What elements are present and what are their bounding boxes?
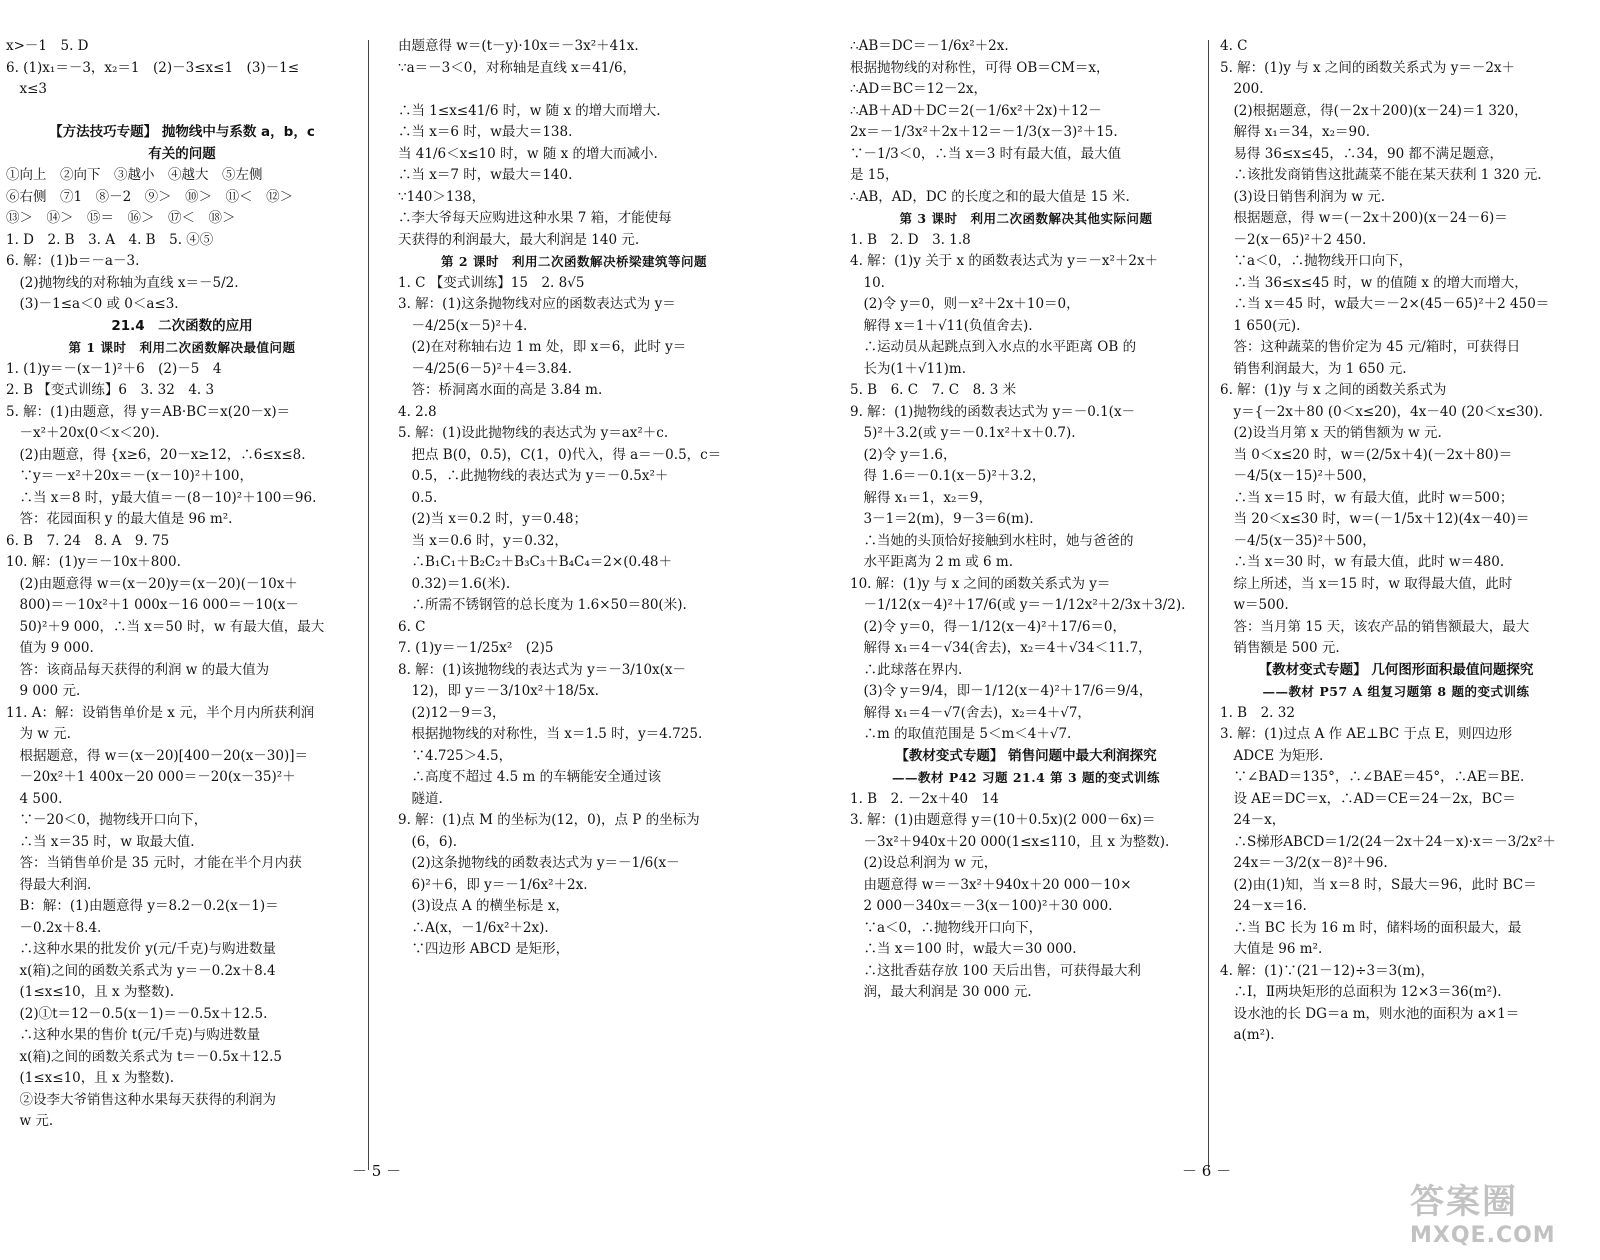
column-divider (1208, 40, 1209, 1170)
answer-line: ∵y＝－x²＋20x＝－(x－10)²＋100， (6, 468, 253, 484)
answer-line: ∵4.725＞4.5， (398, 747, 513, 764)
answer-line: (3)设日销售利润为 w 元. (1220, 188, 1386, 205)
answer-line: 把点 B(0，0.5)，C(1，0)代入，得 a＝－0.5，c＝ (398, 446, 722, 463)
answer-line: 5. 解：(1)y 与 x 之间的函数关系式为 y＝－2x＋ (1220, 59, 1516, 76)
answer-line: 解得 x₁＝4－√34(舍去)，x₂＝4＋√34＜11.7， (850, 640, 1152, 656)
answer-line: 当 0＜x≤20 时，w＝(2/5x＋4)(－2x＋80)＝ (1220, 446, 1513, 463)
answer-line: 根据抛物线的对称性，可得 OB＝CM＝x， (850, 59, 1110, 76)
answer-line: ——教材 P42 习题 21.4 第 3 题的变式训练 (891, 770, 1161, 785)
answer-line: 4 500. (6, 790, 63, 807)
answer-line: 0.5. (398, 489, 438, 506)
answer-line: 当 x＝0.6 时，y＝0.32， (398, 532, 568, 549)
answer-line: 根据抛物线的对称性，当 x＝1.5 时，y＝4.725. (398, 726, 703, 742)
answer-line: (3)设点 A 的横坐标是 x， (398, 898, 569, 914)
answer-line: ①向上 ②向下 ③越小 ④越大 ⑤左侧 (6, 167, 263, 183)
answer-line: 11. A：解：设销售单价是 x 元，半个月内所获利润 (6, 704, 315, 721)
answer-line: 答：当销售单价是 35 元时，才能在半个月内获 (6, 855, 302, 871)
answer-line: ∴m 的取值范围是 5＜m＜4＋√7. (850, 726, 1072, 742)
answer-line: y＝{－2x＋80 (0＜x≤20)，4x－40 (20＜x≤30). (1220, 403, 1543, 420)
answer-line: 当 41/6＜x≤10 时，w 随 x 的增大而减小. (398, 145, 658, 162)
answer-line: 5. 解：(1)设此抛物线的表达式为 y＝ax²＋c. (398, 425, 669, 441)
answer-line: (2)由(1)知，当 x＝8 时，S最大＝96，此时 BC＝ (1220, 876, 1537, 893)
answer-line: (2)令 y＝1.6， (850, 446, 957, 463)
answer-line: ADCE 为矩形. (1220, 747, 1324, 764)
answer-line: ∴当 x＝35 时，w 取最大值. (6, 833, 195, 850)
answer-line: (2)在对称轴右边 1 m 处，即 x＝6，此时 y＝ (398, 339, 687, 355)
answer-line: 0.32)＝1.6(米). (398, 575, 511, 592)
answer-line: 21.4 二次函数的应用 (111, 317, 253, 334)
answer-line: ∴当 36≤x≤45 时，w 的值随 x 的增大而增大， (1220, 274, 1528, 291)
answer-column-2 (398, 36, 750, 961)
answer-line: 销售额是 500 元. (1220, 640, 1340, 656)
answer-line: ∴当 x＝15 时，w 有最大值，此时 w＝500； (1220, 489, 1514, 506)
answer-line: (2)12－9＝3， (398, 704, 506, 721)
answer-line: 1. (1)y＝－(x－1)²＋6 (2)－5 4 (6, 360, 222, 377)
answer-line: x(箱)之间的函数关系式为 y＝－0.2x＋8.4 (6, 962, 276, 979)
answer-column-3 (850, 36, 1202, 1004)
answer-line: －x²＋20x(0＜x＜20). (6, 425, 160, 441)
answer-line: 5. 解：(1)由题意，得 y＝AB·BC＝x(20－x)＝ (6, 403, 291, 420)
answer-line: ∴当 x＝7 时，w最大＝140. (398, 167, 573, 183)
answer-line: x>－1 5. D (6, 38, 89, 54)
answer-line: (2)由题意，得 {x≥6，20－x≥12，∴6≤x≤8. (6, 446, 306, 463)
answer-line: ∵a＜0，∴抛物线开口向下， (850, 919, 1043, 936)
answer-line: 隧道. (398, 790, 443, 807)
watermark-line2: MXQE.COM (1410, 1223, 1556, 1248)
answer-line (398, 79, 750, 101)
answer-line: ∴这批香菇存放 100 天后出售，可获得最大利 (850, 962, 1141, 979)
answer-line: 24－x， (1220, 812, 1286, 828)
answer-line: ∴高度不超过 4.5 m 的车辆能安全通过该 (398, 769, 662, 785)
answer-line: ∴当 x＝6 时，w最大＝138. (398, 124, 573, 140)
answer-line: 50)²＋9 000，∴当 x＝50 时，w 有最大值，最大 (6, 618, 325, 635)
watermark-line1: 答案圈 (1410, 1182, 1518, 1222)
answer-line: 解得 x₁＝4－√7(舍去)，x₂＝4＋√7， (850, 704, 1091, 721)
answer-line: 【方法技巧专题】 抛物线中与系数 a，b，c (49, 124, 315, 140)
answer-line: 解得 x＝1＋√11(负值舍去). (850, 317, 1033, 334)
answer-line: (1≤x≤10，且 x 为整数). (6, 1070, 175, 1086)
answer-line (6, 101, 358, 123)
answer-line: 易得 36≤x≤45，∴34，90 都不满足题意， (1220, 145, 1504, 162)
answer-line: 200. (1220, 81, 1264, 97)
answer-line: 为 w 元. (6, 726, 71, 742)
answer-line: ∴AB，AD，DC 的长度之和的最大值是 15 米. (850, 188, 1130, 205)
answer-line: 9. 解：(1)点 M 的坐标为(12，0)，点 P 的坐标为 (398, 812, 700, 828)
answer-line: 5)²＋3.2(或 y＝－0.1x²＋x＋0.7). (850, 425, 1076, 441)
answer-line: ∴AB＝DC＝－1/6x²＋2x. (850, 38, 1009, 54)
page-number-left: － 5 － (352, 1162, 402, 1180)
answer-line: (2)令 y＝0，则－x²＋2x＋10＝0， (850, 296, 1080, 312)
answer-line: 由题意得 w＝(t－y)·10x＝－3x²＋41x. (398, 38, 639, 54)
answer-line: 6. C (398, 618, 426, 635)
answer-line: 答：该商品每天获得的利润 w 的最大值为 (6, 661, 270, 678)
answer-column-4 (1220, 36, 1572, 1047)
answer-line: ∴S梯形ABCD＝1/2(24－2x＋24－x)·x＝－3/2x²＋ (1220, 833, 1556, 850)
answer-line: 是 15， (850, 167, 899, 183)
answer-line: 1. B 2. 32 (1220, 704, 1295, 721)
answer-line: 10. (850, 274, 885, 291)
answer-line: 9 000 元. (6, 683, 81, 699)
answer-line: 1 650(元). (1220, 317, 1301, 334)
answer-line: 解得 x₁＝34，x₂＝90. (1220, 124, 1370, 140)
answer-line: 6. 解：(1)y 与 x 之间的函数关系式为 (1220, 382, 1447, 398)
watermark-logo (1410, 1174, 1580, 1254)
answer-line: －1/12(x－4)²＋17/6(或 y＝－1/12x²＋2/3x＋3/2). (850, 597, 1186, 613)
answer-line: ∴当 x＝45 时，w最大＝－2×(45－65)²＋2 450＝ (1220, 296, 1550, 312)
answer-line: ∴A(x，－1/6x²＋2x). (398, 919, 549, 936)
answer-line: ∴所需不锈钢管的总长度为 1.6×50＝80(米). (398, 597, 687, 613)
answer-line: 4. 解：(1)∵(21－12)÷3＝3(m)， (1220, 962, 1435, 979)
answer-line: 润，最大利润是 30 000 元. (850, 984, 1032, 1000)
answer-line: 解得 x₁＝1，x₂＝9， (850, 489, 993, 506)
answer-line: ∴这种水果的售价 t(元/千克)与购进数量 (6, 1027, 261, 1043)
answer-line: 【教材变式专题】 销售问题中最大利润探究 (895, 747, 1157, 764)
answer-line: 3. 解：(1)过点 A 作 AE⊥BC 于点 E，则四边形 (1220, 726, 1513, 742)
answer-line: ——教材 P57 A 组复习题第 8 题的变式训练 (1262, 684, 1530, 699)
answer-line: 5. B 6. C 7. C 8. 3 米 (850, 382, 1017, 398)
answer-line: ∴当 x＝30 时，w 有最大值，此时 w＝480. (1220, 554, 1505, 570)
answer-line: w＝500. (1220, 597, 1289, 613)
answer-line: 0.5，∴此抛物线的表达式为 y＝－0.5x²＋ (398, 468, 669, 484)
answer-line: 【教材变式专题】 几何图形面积最值问题探究 (1258, 661, 1534, 678)
answer-line: －4/25(6－5)²＋4＝3.84. (398, 360, 572, 377)
answer-line: 当 20＜x≤30 时，w＝(－1/5x＋12)(4x－40)＝ (1220, 511, 1530, 527)
answer-line: 销售利润最大，为 1 650 元. (1220, 360, 1407, 377)
answer-line: 得最大利润. (6, 876, 92, 893)
answer-line: 1. B 2. D 3. 1.8 (850, 231, 971, 248)
answer-line: (2)设总利润为 w 元， (850, 855, 998, 871)
answer-line: ∵∠BAD＝135°，∴∠BAE＝45°，∴AE＝BE. (1220, 769, 1525, 785)
answer-line: ∴当 x＝100 时，w最大＝30 000. (850, 941, 1077, 957)
answer-line: ∴该批发商销售这批蔬菜不能在某天获利 1 320 元. (1220, 167, 1542, 183)
answer-line: 设水池的长 DG＝a m，则水池的面积为 a×1＝ (1220, 1005, 1520, 1022)
answer-line: ∴AB＋AD＋DC＝2(－1/6x²＋2x)＋12－ (850, 102, 1102, 119)
answer-line: 10. 解：(1)y 与 x 之间的函数关系式为 y＝ (850, 575, 1111, 592)
answer-line: ∴AD＝BC＝12－2x， (850, 81, 988, 97)
answer-line: 由题意得 w＝－3x²＋940x＋20 000－10× (850, 876, 1132, 893)
answer-line: －3x²＋940x＋20 000(1≤x≤110，且 x 为整数). (850, 833, 1170, 850)
answer-line: 6. (1)x₁＝－3，x₂＝1 (2)－3≤x≤1 (3)－1≤ (6, 59, 300, 76)
answer-line: ∵a＜0，∴抛物线开口向下， (1220, 253, 1413, 269)
answer-line: ∵a＝－3＜0，对称轴是直线 x＝41/6， (398, 59, 637, 76)
answer-line: B：解：(1)由题意得 y＝8.2－0.2(x－1)＝ (6, 898, 279, 914)
answer-line: ∴B₁C₁＋B₂C₂＋B₃C₃＋B₄C₄＝2×(0.48＋ (398, 554, 673, 570)
answer-line: ∵－1/3＜0，∴当 x＝3 时有最大值，最大值 (850, 145, 1122, 162)
answer-line: (6，6). (398, 833, 458, 850)
answer-line: －0.2x＋8.4. (6, 919, 102, 936)
answer-line: 2. B 【变式训练】6 3. 32 4. 3 (6, 382, 215, 398)
answer-line: 答：花园面积 y 的最大值是 96 m². (6, 511, 233, 527)
answer-line: 24x＝－3/2(x－8)²＋96. (1220, 855, 1388, 871)
answer-line: ∴当 x＝8 时，y最大值＝－(8－10)²＋100＝96. (6, 489, 317, 506)
answer-line: x(箱)之间的函数关系式为 t＝－0.5x＋12.5 (6, 1048, 283, 1065)
answer-line: (1≤x≤10，且 x 为整数). (6, 984, 175, 1000)
answer-line: 大值是 96 m². (1220, 941, 1323, 957)
answer-line: 800)＝－10x²＋1 000x－16 000＝－10(x－ (6, 597, 299, 613)
answer-line: ∴当 1≤x≤41/6 时，w 随 x 的增大而增大. (398, 102, 661, 119)
column-divider (368, 40, 369, 1170)
answer-line: ②设李大爷销售这种水果每天获得的利润为 (6, 1091, 276, 1108)
answer-line: 2x＝－1/3x²＋2x＋12＝－1/3(x－3)²＋15. (850, 124, 1118, 140)
answer-line: 第 3 课时 利用二次函数解决其他实际问题 (899, 211, 1153, 226)
answer-line: 4. C (1220, 38, 1248, 54)
answer-line: w 元. (6, 1113, 54, 1129)
answer-line: ∴李大爷每天应购进这种水果 7 箱，才能使每 (398, 210, 672, 226)
answer-line: 1. C 【变式训练】15 2. 8√5 (398, 274, 585, 291)
answer-line: 12)，即 y＝－3/10x²＋18/5x. (398, 683, 599, 699)
answer-line: (3)令 y＝9/4，即－1/12(x－4)²＋17/6＝9/4， (850, 683, 1153, 699)
answer-line: (2)根据题意，得(－2x＋200)(x－24)＝1 320， (1220, 102, 1528, 119)
answer-line: 根据题意，得 w＝(x－20)[400－20(x－30)]＝ (6, 747, 308, 764)
page-number-right: － 6 － (1182, 1162, 1232, 1180)
answer-line: ∴当 BC 长为 16 m 时，储料场的面积最大，最 (1220, 919, 1522, 936)
answer-line: (2)①t＝12－0.5(x－1)＝－0.5x＋12.5. (6, 1005, 268, 1022)
answer-line: x≤3 (6, 81, 48, 97)
answer-line: 答：桥洞离水面的高是 3.84 m. (398, 382, 603, 398)
answer-line: 9. 解：(1)抛物线的函数表达式为 y＝－0.1(x－ (850, 403, 1136, 420)
answer-line: －4/5(x－35)²＋500， (1220, 532, 1376, 549)
answer-column-1 (6, 36, 358, 1133)
answer-line: 得 1.6＝－0.1(x－5)²＋3.2， (850, 468, 1046, 484)
answer-line: 3. 解：(1)由题意得 y＝(10＋0.5x)(2 000－6x)＝ (850, 812, 1156, 828)
answer-line: (2)当 x＝0.2 时，y＝0.48； (398, 511, 587, 527)
answer-line: 3. 解：(1)这条抛物线对应的函数表达式为 y＝ (398, 296, 676, 312)
answer-line: 6. 解：(1)b＝－a－3. (6, 253, 140, 269)
answer-line: 答：这种蔬菜的售价定为 45 元/箱时，可获得日 (1220, 339, 1521, 355)
answer-line: ∵－20＜0，抛物线开口向下， (6, 812, 208, 828)
answer-line: ∴运动员从起跳点到入水点的水平距离 OB 的 (850, 339, 1137, 355)
answer-line: (2)抛物线的对称轴为直线 x＝－5/2. (6, 274, 239, 291)
answer-line: ∴这种水果的批发价 y(元/千克)与购进数量 (6, 941, 276, 957)
answer-line: 2 000－340x＝－3(x－100)²＋30 000. (850, 898, 1113, 914)
answer-line: 24－x＝16. (1220, 898, 1307, 914)
answer-line: 3－1＝2(m)，9－3＝6(m). (850, 511, 1034, 527)
answer-line: (2)这条抛物线的函数表达式为 y＝－1/6(x－ (398, 855, 680, 871)
answer-line: 长为(1＋√11)m. (850, 360, 966, 377)
answer-line: 10. 解：(1)y＝－10x＋800. (6, 554, 181, 570)
answer-line: 第 2 课时 利用二次函数解决桥梁建筑等问题 (441, 254, 707, 269)
answer-line: 6. B 7. 24 8. A 9. 75 (6, 532, 170, 549)
answer-line: 有关的问题 (148, 145, 216, 162)
answer-line: 8. 解：(1)该抛物线的表达式为 y＝－3/10x(x－ (398, 661, 687, 678)
answer-line: ⑬＞ ⑭＞ ⑮＝ ⑯＞ ⑰＜ ⑱＞ (6, 210, 236, 226)
answer-line: 根据题意，得 w＝(－2x＋200)(x－24－6)＝ (1220, 210, 1508, 226)
answer-line: －2(x－65)²＋2 450. (1220, 231, 1367, 248)
answer-line: 综上所述，当 x＝15 时，w 取得最大值，此时 (1220, 575, 1513, 592)
answer-line: a(m²). (1220, 1027, 1275, 1043)
answer-line: 设 AE＝DC＝x，∴AD＝CE＝24－2x，BC＝ (1220, 790, 1516, 807)
answer-line: 第 1 课时 利用二次函数解决最值问题 (68, 340, 296, 355)
answer-line: ∵140＞138， (398, 188, 486, 205)
answer-line: 4. 2.8 (398, 403, 437, 420)
answer-line: 答：当月第 15 天，该农产品的销售额最大，最大 (1220, 618, 1530, 635)
answer-line: ⑥右侧 ⑦1 ⑧－2 ⑨＞ ⑩＞ ⑪＜ ⑫＞ (6, 188, 294, 205)
answer-line: 1. B 2. －2x＋40 14 (850, 790, 999, 807)
answer-line: －4/25(x－5)²＋4. (398, 317, 528, 334)
answer-line: －20x²＋1 400x－20 000＝－20(x－35)²＋ (6, 769, 296, 785)
answer-line: 天获得的利润最大，最大利润是 140 元. (398, 231, 640, 248)
answer-line: 7. (1)y＝－1/25x² (2)5 (398, 640, 554, 656)
answer-line: －4/5(x－15)²＋500， (1220, 468, 1376, 484)
answer-line: 4. 解：(1)y 关于 x 的函数表达式为 y＝－x²＋2x＋ (850, 253, 1159, 269)
answer-line: 值为 9 000. (6, 640, 94, 656)
answer-line: ∴此球落在界内. (850, 661, 963, 678)
answer-line: 1. D 2. B 3. A 4. B 5. ④⑤ (6, 231, 214, 248)
answer-line: ∴Ⅰ，Ⅱ两块矩形的总面积为 12×3＝36(m²). (1220, 984, 1502, 1000)
answer-line: (2)设当月第 x 天的销售额为 w 元. (1220, 425, 1442, 441)
answer-line: (3)－1≤a＜0 或 0＜a≤3. (6, 296, 179, 312)
answer-line: ∵四边形 ABCD 是矩形， (398, 941, 570, 957)
answer-line: ∴当她的头顶恰好接触到水柱时，她与爸爸的 (850, 532, 1134, 549)
answer-line: 水平距离为 2 m 或 6 m. (850, 554, 1014, 570)
answer-line: 6)²＋6，即 y＝－1/6x²＋2x. (398, 876, 588, 893)
answer-line: (2)令 y＝0，得－1/12(x－4)²＋17/6＝0， (850, 618, 1126, 635)
answer-line: (2)由题意得 w＝(x－20)y＝(x－20)(－10x＋ (6, 575, 298, 592)
